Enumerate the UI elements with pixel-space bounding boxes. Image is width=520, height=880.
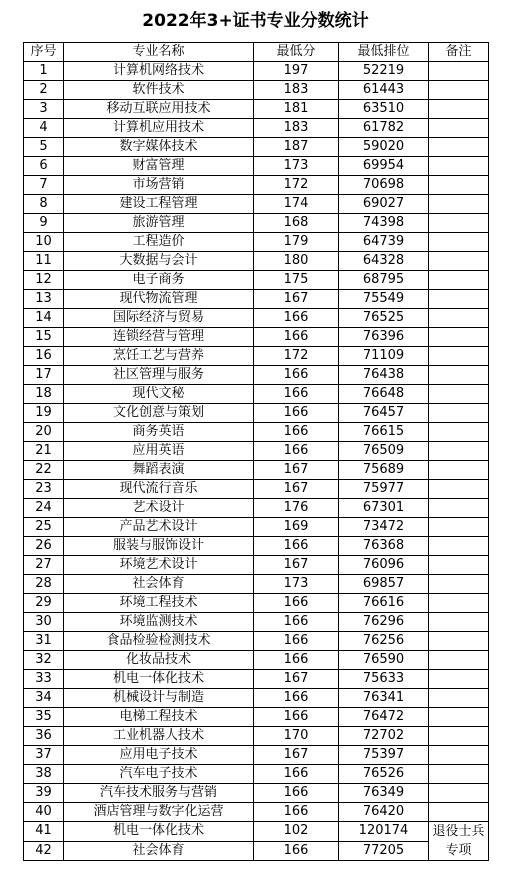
cell-min-score: 166: [254, 442, 339, 461]
cell-min-rank: 76590: [339, 651, 429, 670]
cell-major: 机电一体化技术: [64, 670, 254, 689]
cell-id: 5: [24, 138, 64, 157]
table-row: [24, 100, 489, 119]
cell-id: 18: [24, 385, 64, 404]
cell-min-rank: 71109: [339, 347, 429, 366]
cell-major: 软件技术: [64, 81, 254, 100]
cell-note: [429, 347, 489, 366]
cell-note: [429, 62, 489, 81]
cell-id: 31: [24, 632, 64, 651]
cell-id: 8: [24, 195, 64, 214]
cell-min-rank: 76420: [339, 803, 429, 822]
cell-min-rank: 76526: [339, 765, 429, 784]
cell-min-score: 167: [254, 746, 339, 765]
cell-min-score: 166: [254, 841, 339, 861]
cell-min-rank: 52219: [339, 62, 429, 81]
cell-note: [429, 119, 489, 138]
cell-note: [429, 575, 489, 594]
header-note: 备注: [429, 43, 489, 62]
cell-note: [429, 594, 489, 613]
cell-id: 21: [24, 442, 64, 461]
cell-major: 大数据与会计: [64, 252, 254, 271]
cell-major: 应用英语: [64, 442, 254, 461]
table-row: [24, 480, 489, 499]
cell-min-score: 166: [254, 708, 339, 727]
cell-major: 旅游管理: [64, 214, 254, 233]
cell-min-rank: 75549: [339, 290, 429, 309]
cell-id: 26: [24, 537, 64, 556]
cell-id: 13: [24, 290, 64, 309]
cell-min-score: 169: [254, 518, 339, 537]
cell-note: [429, 195, 489, 214]
cell-note-veteran: 退役士兵专项: [429, 822, 489, 861]
cell-note: [429, 613, 489, 632]
table-row: [24, 119, 489, 138]
cell-note: [429, 233, 489, 252]
cell-major: 电梯工程技术: [64, 708, 254, 727]
cell-min-rank: 75689: [339, 461, 429, 480]
cell-min-score: 167: [254, 480, 339, 499]
cell-min-rank: 76472: [339, 708, 429, 727]
cell-min-score: 166: [254, 765, 339, 784]
cell-id: 36: [24, 727, 64, 746]
cell-note: [429, 708, 489, 727]
header-min-rank: 最低排位: [339, 43, 429, 62]
header-min-score: 最低分: [254, 43, 339, 62]
cell-id: 40: [24, 803, 64, 822]
cell-major: 汽车电子技术: [64, 765, 254, 784]
cell-min-rank: 72702: [339, 727, 429, 746]
table-row: [24, 461, 489, 480]
header-major: 专业名称: [64, 43, 254, 62]
cell-min-score: 167: [254, 461, 339, 480]
cell-min-score: 102: [254, 822, 339, 842]
cell-min-score: 176: [254, 499, 339, 518]
cell-id: 33: [24, 670, 64, 689]
cell-note: [429, 499, 489, 518]
cell-note: [429, 328, 489, 347]
cell-major: 计算机应用技术: [64, 119, 254, 138]
cell-id: 23: [24, 480, 64, 499]
cell-min-rank: 73472: [339, 518, 429, 537]
table-row: [24, 176, 489, 195]
cell-min-rank: 68795: [339, 271, 429, 290]
cell-id: 37: [24, 746, 64, 765]
table-row: [24, 423, 489, 442]
table-row: [24, 62, 489, 81]
table-row: [24, 309, 489, 328]
cell-major: 数字媒体技术: [64, 138, 254, 157]
cell-major: 财富管理: [64, 157, 254, 176]
cell-note: [429, 423, 489, 442]
cell-note: [429, 100, 489, 119]
table-row: [24, 594, 489, 613]
cell-major: 环境艺术设计: [64, 556, 254, 575]
cell-min-score: 166: [254, 613, 339, 632]
table-row: [24, 518, 489, 537]
cell-note: [429, 518, 489, 537]
table-row: [24, 822, 489, 842]
cell-note: [429, 670, 489, 689]
cell-min-rank: 76396: [339, 328, 429, 347]
cell-min-rank: 75977: [339, 480, 429, 499]
table-row: [24, 499, 489, 518]
cell-min-score: 166: [254, 784, 339, 803]
table-row: [24, 366, 489, 385]
cell-min-score: 167: [254, 670, 339, 689]
cell-min-rank: 76438: [339, 366, 429, 385]
cell-min-rank: 64328: [339, 252, 429, 271]
cell-min-rank: 59020: [339, 138, 429, 157]
cell-id: 28: [24, 575, 64, 594]
cell-min-rank: 120174: [339, 822, 429, 842]
table-row: [24, 347, 489, 366]
table-row: [24, 784, 489, 803]
cell-min-rank: 76349: [339, 784, 429, 803]
table-row: [24, 727, 489, 746]
cell-note: [429, 176, 489, 195]
cell-id: 38: [24, 765, 64, 784]
cell-min-score: 166: [254, 594, 339, 613]
cell-min-rank: 69027: [339, 195, 429, 214]
table-row: [24, 689, 489, 708]
table-row: [24, 746, 489, 765]
cell-id: 24: [24, 499, 64, 518]
cell-min-score: 173: [254, 157, 339, 176]
cell-major: 环境监测技术: [64, 613, 254, 632]
cell-min-score: 180: [254, 252, 339, 271]
table-row: [24, 290, 489, 309]
table-row: [24, 670, 489, 689]
cell-min-score: 166: [254, 366, 339, 385]
cell-major: 现代流行音乐: [64, 480, 254, 499]
cell-min-score: 166: [254, 632, 339, 651]
cell-id: 2: [24, 81, 64, 100]
cell-major: 应用电子技术: [64, 746, 254, 765]
table-row: [24, 404, 489, 423]
cell-note: [429, 442, 489, 461]
table-row: [24, 632, 489, 651]
table-row: [24, 765, 489, 784]
cell-min-score: 172: [254, 347, 339, 366]
table-row: [24, 233, 489, 252]
cell-id: 29: [24, 594, 64, 613]
cell-note: [429, 252, 489, 271]
table-row: [24, 385, 489, 404]
cell-min-rank: 76341: [339, 689, 429, 708]
cell-id: 35: [24, 708, 64, 727]
cell-id: 22: [24, 461, 64, 480]
cell-id: 4: [24, 119, 64, 138]
cell-min-rank: 74398: [339, 214, 429, 233]
table-row: [24, 575, 489, 594]
cell-major: 建设工程管理: [64, 195, 254, 214]
table-row: [24, 252, 489, 271]
cell-note: [429, 385, 489, 404]
cell-major: 化妆品技术: [64, 651, 254, 670]
cell-note: [429, 537, 489, 556]
cell-min-rank: 76616: [339, 594, 429, 613]
cell-note: [429, 461, 489, 480]
table-row: [24, 138, 489, 157]
table-row: [24, 214, 489, 233]
cell-note: [429, 556, 489, 575]
cell-min-rank: 76615: [339, 423, 429, 442]
cell-note: [429, 765, 489, 784]
cell-major: 酒店管理与数字化运营: [64, 803, 254, 822]
cell-min-score: 183: [254, 119, 339, 138]
cell-note: [429, 157, 489, 176]
table-row: [24, 803, 489, 822]
table-row: [24, 537, 489, 556]
cell-min-rank: 75397: [339, 746, 429, 765]
cell-min-score: 168: [254, 214, 339, 233]
table-row: [24, 328, 489, 347]
cell-min-score: 166: [254, 651, 339, 670]
cell-id: 25: [24, 518, 64, 537]
cell-major: 汽车技术服务与营销: [64, 784, 254, 803]
cell-min-score: 173: [254, 575, 339, 594]
cell-major: 服装与服饰设计: [64, 537, 254, 556]
cell-min-rank: 76096: [339, 556, 429, 575]
cell-min-score: 175: [254, 271, 339, 290]
cell-id: 20: [24, 423, 64, 442]
cell-major: 工程造价: [64, 233, 254, 252]
cell-id: 32: [24, 651, 64, 670]
cell-major: 机电一体化技术: [64, 822, 254, 842]
table-row: [24, 708, 489, 727]
cell-note: [429, 784, 489, 803]
cell-id: 30: [24, 613, 64, 632]
cell-id: 7: [24, 176, 64, 195]
cell-major: 社会体育: [64, 575, 254, 594]
cell-min-score: 170: [254, 727, 339, 746]
table-row: [24, 556, 489, 575]
cell-min-rank: 67301: [339, 499, 429, 518]
cell-min-score: 183: [254, 81, 339, 100]
cell-id: 9: [24, 214, 64, 233]
cell-min-rank: 61443: [339, 81, 429, 100]
cell-major: 机械设计与制造: [64, 689, 254, 708]
cell-major: 烹饪工艺与营养: [64, 347, 254, 366]
cell-id: 1: [24, 62, 64, 81]
cell-id: 10: [24, 233, 64, 252]
cell-note: [429, 746, 489, 765]
cell-id: 19: [24, 404, 64, 423]
cell-min-score: 181: [254, 100, 339, 119]
cell-min-rank: 69954: [339, 157, 429, 176]
cell-id: 11: [24, 252, 64, 271]
cell-note: [429, 138, 489, 157]
cell-min-rank: 61782: [339, 119, 429, 138]
cell-min-score: 167: [254, 290, 339, 309]
cell-major: 艺术设计: [64, 499, 254, 518]
cell-note: [429, 689, 489, 708]
cell-min-score: 179: [254, 233, 339, 252]
cell-note: [429, 727, 489, 746]
cell-min-score: 166: [254, 309, 339, 328]
cell-min-score: 166: [254, 537, 339, 556]
cell-id: 3: [24, 100, 64, 119]
cell-min-score: 166: [254, 404, 339, 423]
cell-id: 12: [24, 271, 64, 290]
cell-min-rank: 63510: [339, 100, 429, 119]
cell-major: 文化创意与策划: [64, 404, 254, 423]
cell-note: [429, 271, 489, 290]
cell-id: 42: [24, 841, 64, 861]
cell-min-score: 166: [254, 328, 339, 347]
cell-min-rank: 75633: [339, 670, 429, 689]
cell-min-score: 197: [254, 62, 339, 81]
cell-note: [429, 290, 489, 309]
cell-id: 27: [24, 556, 64, 575]
cell-id: 14: [24, 309, 64, 328]
cell-major: 舞蹈表演: [64, 461, 254, 480]
cell-id: 6: [24, 157, 64, 176]
cell-min-score: 166: [254, 423, 339, 442]
cell-major: 环境工程技术: [64, 594, 254, 613]
cell-note: [429, 632, 489, 651]
cell-min-rank: 70698: [339, 176, 429, 195]
cell-major: 社会体育: [64, 841, 254, 861]
table-row: [24, 613, 489, 632]
document-title: 2022年3+证书专业分数统计: [142, 11, 369, 31]
table-header-row: [24, 43, 489, 62]
header-id: 序号: [24, 43, 64, 62]
cell-min-rank: 76296: [339, 613, 429, 632]
cell-id: 39: [24, 784, 64, 803]
cell-min-rank: 69857: [339, 575, 429, 594]
table-body: [24, 62, 489, 861]
cell-note: [429, 81, 489, 100]
cell-major: 商务英语: [64, 423, 254, 442]
cell-major: 现代物流管理: [64, 290, 254, 309]
cell-major: 连锁经营与管理: [64, 328, 254, 347]
table-row: [24, 442, 489, 461]
cell-major: 产品艺术设计: [64, 518, 254, 537]
cell-major: 计算机网络技术: [64, 62, 254, 81]
cell-id: 15: [24, 328, 64, 347]
cell-min-score: 172: [254, 176, 339, 195]
cell-min-score: 166: [254, 385, 339, 404]
cell-min-rank: 76256: [339, 632, 429, 651]
cell-min-rank: 76648: [339, 385, 429, 404]
cell-major: 工业机器人技术: [64, 727, 254, 746]
cell-note: [429, 214, 489, 233]
cell-note: [429, 651, 489, 670]
cell-min-score: 167: [254, 556, 339, 575]
cell-min-score: 166: [254, 803, 339, 822]
cell-min-rank: 76509: [339, 442, 429, 461]
table-row: [24, 195, 489, 214]
cell-id: 16: [24, 347, 64, 366]
cell-min-rank: 76525: [339, 309, 429, 328]
cell-note: [429, 803, 489, 822]
cell-major: 社区管理与服务: [64, 366, 254, 385]
cell-min-rank: 64739: [339, 233, 429, 252]
cell-id: 41: [24, 822, 64, 842]
score-table: [23, 42, 489, 861]
cell-major: 电子商务: [64, 271, 254, 290]
cell-min-rank: 77205: [339, 841, 429, 861]
cell-major: 移动互联应用技术: [64, 100, 254, 119]
cell-major: 市场营销: [64, 176, 254, 195]
table-row: [24, 271, 489, 290]
cell-note: [429, 404, 489, 423]
cell-major: 国际经济与贸易: [64, 309, 254, 328]
table-row: [24, 157, 489, 176]
cell-min-score: 166: [254, 689, 339, 708]
cell-major: 现代文秘: [64, 385, 254, 404]
cell-note: [429, 366, 489, 385]
table-row: [24, 81, 489, 100]
cell-min-rank: 76368: [339, 537, 429, 556]
cell-min-score: 187: [254, 138, 339, 157]
cell-min-score: 174: [254, 195, 339, 214]
table-row: [24, 841, 489, 861]
cell-min-rank: 76457: [339, 404, 429, 423]
cell-note: [429, 480, 489, 499]
cell-id: 34: [24, 689, 64, 708]
table-row: [24, 651, 489, 670]
cell-id: 17: [24, 366, 64, 385]
cell-note: [429, 309, 489, 328]
cell-major: 食品检验检测技术: [64, 632, 254, 651]
